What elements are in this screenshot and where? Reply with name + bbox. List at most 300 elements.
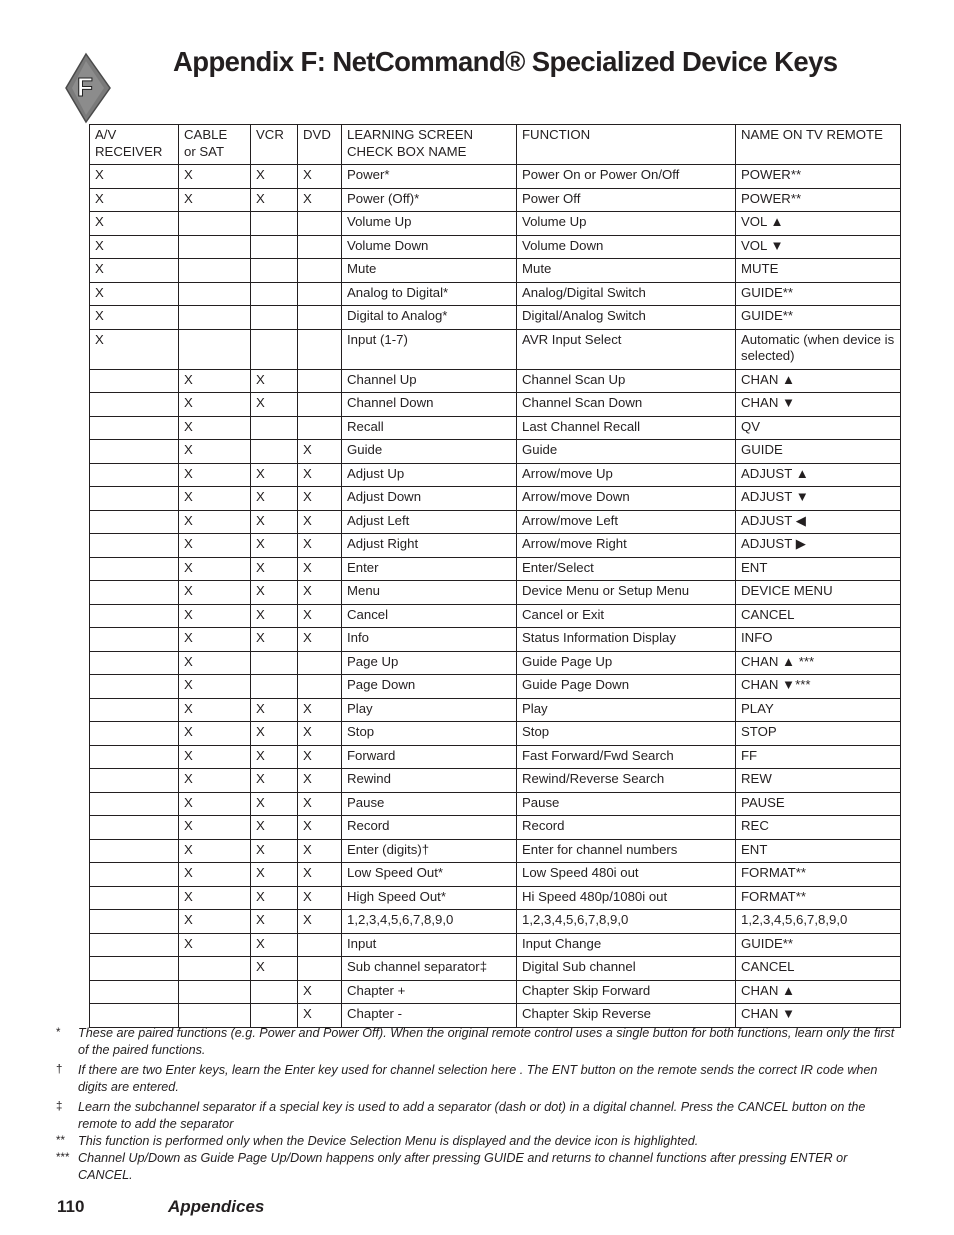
cell-dvd: X (298, 628, 342, 652)
table-row (90, 463, 901, 487)
cell-avr: X (90, 235, 179, 259)
cell-remote: STOP (736, 722, 901, 746)
footnote (56, 1133, 904, 1150)
footnote-symbol: ** (56, 1135, 65, 1147)
cell-cable: X (179, 933, 251, 957)
footnote (56, 1150, 904, 1184)
table-row (90, 651, 901, 675)
cell-remote: CHAN ▼*** (736, 675, 901, 699)
cell-learning: High Speed Out* (342, 886, 517, 910)
footnote-symbol: ‡ (56, 1101, 63, 1113)
cell-dvd (298, 212, 342, 236)
cell-function: Arrow/move Right (517, 534, 736, 558)
cell-cable: X (179, 534, 251, 558)
table-row (90, 1004, 901, 1028)
footnote-text: Learn the subchannel separator if a special key is used to add a separator (dash or dot) in a digital channel. Press the CANCEL button on the remote to add the separator (78, 1100, 866, 1131)
cell-function: Enter/Select (517, 557, 736, 581)
cell-dvd: X (298, 698, 342, 722)
cell-vcr: X (251, 463, 298, 487)
cell-vcr: X (251, 534, 298, 558)
cell-remote: ADJUST ◀ (736, 510, 901, 534)
cell-function: Digital Sub channel (517, 957, 736, 981)
cell-function: 1,2,3,4,5,6,7,8,9,0 (517, 910, 736, 934)
cell-learning: Enter (digits)† (342, 839, 517, 863)
cell-avr (90, 534, 179, 558)
cell-function: Fast Forward/Fwd Search (517, 745, 736, 769)
cell-remote: QV (736, 416, 901, 440)
table-row (90, 910, 901, 934)
section-name: Appendices (168, 1197, 265, 1216)
cell-function: Channel Scan Down (517, 393, 736, 417)
device-keys-table (89, 124, 901, 1028)
cell-remote: INFO (736, 628, 901, 652)
cell-cable: X (179, 769, 251, 793)
cell-avr (90, 651, 179, 675)
appendix-badge-icon (64, 52, 112, 124)
cell-dvd: X (298, 534, 342, 558)
cell-dvd: X (298, 722, 342, 746)
footnotes (56, 1025, 904, 1184)
cell-learning: Low Speed Out* (342, 863, 517, 887)
table-row (90, 886, 901, 910)
cell-dvd (298, 329, 342, 369)
cell-learning: Mute (342, 259, 517, 283)
table-row (90, 212, 901, 236)
footnote-text: Channel Up/Down as Guide Page Up/Down happens only after pressing GUIDE and returns to channel functions after pressing ENTER or CANCEL. (78, 1151, 848, 1182)
cell-cable (179, 980, 251, 1004)
cell-remote: MUTE (736, 259, 901, 283)
cell-vcr: X (251, 369, 298, 393)
cell-learning: Sub channel separator‡ (342, 957, 517, 981)
footnote (56, 1062, 904, 1096)
table-row (90, 628, 901, 652)
cell-cable: X (179, 463, 251, 487)
cell-remote: CANCEL (736, 957, 901, 981)
cell-dvd (298, 369, 342, 393)
cell-vcr (251, 416, 298, 440)
cell-avr (90, 839, 179, 863)
cell-function: Analog/Digital Switch (517, 282, 736, 306)
cell-vcr (251, 675, 298, 699)
cell-learning: Adjust Left (342, 510, 517, 534)
cell-function: Input Change (517, 933, 736, 957)
page-title: Appendix F: NetCommand® Specialized Device Keys (173, 46, 838, 77)
cell-function: Record (517, 816, 736, 840)
table-row (90, 863, 901, 887)
cell-function: Cancel or Exit (517, 604, 736, 628)
cell-dvd: X (298, 487, 342, 511)
cell-dvd (298, 259, 342, 283)
cell-avr (90, 581, 179, 605)
cell-vcr: X (251, 745, 298, 769)
cell-cable (179, 1004, 251, 1028)
cell-function: Power On or Power On/Off (517, 165, 736, 189)
cell-learning: Forward (342, 745, 517, 769)
cell-cable (179, 957, 251, 981)
cell-remote: Automatic (when device is selected) (736, 329, 901, 369)
cell-remote: CHAN ▼ (736, 393, 901, 417)
table-row (90, 675, 901, 699)
table-row (90, 369, 901, 393)
cell-remote: GUIDE** (736, 282, 901, 306)
cell-learning: Play (342, 698, 517, 722)
cell-learning: Adjust Right (342, 534, 517, 558)
cell-dvd: X (298, 980, 342, 1004)
cell-remote: ENT (736, 839, 901, 863)
cell-avr (90, 557, 179, 581)
cell-function: Device Menu or Setup Menu (517, 581, 736, 605)
table-row (90, 722, 901, 746)
table-row (90, 769, 901, 793)
cell-learning: Menu (342, 581, 517, 605)
cell-avr (90, 769, 179, 793)
table-row (90, 235, 901, 259)
table-row (90, 698, 901, 722)
cell-dvd: X (298, 839, 342, 863)
cell-learning: Info (342, 628, 517, 652)
cell-function: Digital/Analog Switch (517, 306, 736, 330)
cell-avr (90, 957, 179, 981)
cell-vcr (251, 651, 298, 675)
cell-avr (90, 886, 179, 910)
cell-avr (90, 816, 179, 840)
cell-dvd (298, 651, 342, 675)
cell-cable: X (179, 886, 251, 910)
cell-learning: Input (1-7) (342, 329, 517, 369)
cell-learning: Adjust Up (342, 463, 517, 487)
cell-remote: VOL ▲ (736, 212, 901, 236)
cell-vcr: X (251, 863, 298, 887)
cell-vcr (251, 212, 298, 236)
cell-cable: X (179, 604, 251, 628)
footnote-text: If there are two Enter keys, learn the Enter key used for channel selection here . The ENT button on the remote sends the correct IR code when digits are entered. (78, 1063, 878, 1094)
table-row (90, 329, 901, 369)
table-row (90, 581, 901, 605)
cell-learning: Pause (342, 792, 517, 816)
table-header-row (90, 125, 901, 165)
cell-function: Mute (517, 259, 736, 283)
cell-avr: X (90, 212, 179, 236)
cell-function: Guide Page Up (517, 651, 736, 675)
cell-learning: Page Up (342, 651, 517, 675)
table-row (90, 980, 901, 1004)
cell-remote: VOL ▼ (736, 235, 901, 259)
cell-function: Guide (517, 440, 736, 464)
cell-avr (90, 487, 179, 511)
cell-dvd: X (298, 863, 342, 887)
cell-dvd: X (298, 463, 342, 487)
cell-vcr: X (251, 393, 298, 417)
appendix-badge-letter: F (77, 72, 93, 102)
cell-remote: GUIDE (736, 440, 901, 464)
cell-remote: 1,2,3,4,5,6,7,8,9,0 (736, 910, 901, 934)
cell-learning: Enter (342, 557, 517, 581)
cell-learning: Recall (342, 416, 517, 440)
cell-vcr: X (251, 722, 298, 746)
cell-avr (90, 510, 179, 534)
cell-avr (90, 722, 179, 746)
cell-function: Arrow/move Left (517, 510, 736, 534)
cell-dvd: X (298, 745, 342, 769)
cell-avr: X (90, 329, 179, 369)
cell-vcr: X (251, 165, 298, 189)
cell-function: AVR Input Select (517, 329, 736, 369)
cell-function: Chapter Skip Forward (517, 980, 736, 1004)
cell-avr: X (90, 282, 179, 306)
cell-vcr: X (251, 604, 298, 628)
cell-vcr: X (251, 557, 298, 581)
cell-avr: X (90, 306, 179, 330)
cell-dvd: X (298, 581, 342, 605)
cell-vcr: X (251, 910, 298, 934)
footnote (56, 1025, 904, 1059)
cell-remote: FORMAT** (736, 863, 901, 887)
cell-remote: CHAN ▼ (736, 1004, 901, 1028)
cell-remote: CHAN ▲ (736, 369, 901, 393)
footnote-symbol: † (56, 1064, 63, 1076)
cell-cable: X (179, 393, 251, 417)
cell-cable: X (179, 416, 251, 440)
table-row (90, 259, 901, 283)
cell-vcr (251, 329, 298, 369)
cell-cable: X (179, 698, 251, 722)
cell-learning: Channel Up (342, 369, 517, 393)
cell-vcr: X (251, 188, 298, 212)
cell-remote: REC (736, 816, 901, 840)
cell-remote: POWER** (736, 188, 901, 212)
cell-cable: X (179, 510, 251, 534)
cell-cable: X (179, 816, 251, 840)
cell-learning: Record (342, 816, 517, 840)
cell-dvd: X (298, 792, 342, 816)
cell-remote: POWER** (736, 165, 901, 189)
cell-function: Hi Speed 480p/1080i out (517, 886, 736, 910)
table-row (90, 957, 901, 981)
cell-dvd: X (298, 910, 342, 934)
cell-remote: PAUSE (736, 792, 901, 816)
cell-cable: X (179, 628, 251, 652)
cell-cable (179, 282, 251, 306)
cell-dvd: X (298, 816, 342, 840)
table-row (90, 416, 901, 440)
cell-vcr (251, 235, 298, 259)
cell-learning: Stop (342, 722, 517, 746)
cell-vcr: X (251, 933, 298, 957)
table-row (90, 188, 901, 212)
footnote-symbol: *** (56, 1152, 70, 1164)
table-row (90, 557, 901, 581)
cell-cable (179, 212, 251, 236)
cell-avr (90, 745, 179, 769)
cell-learning: Power (Off)* (342, 188, 517, 212)
cell-cable (179, 259, 251, 283)
cell-vcr: X (251, 957, 298, 981)
cell-remote: CHAN ▲ *** (736, 651, 901, 675)
table-row (90, 306, 901, 330)
cell-avr (90, 792, 179, 816)
cell-cable: X (179, 675, 251, 699)
cell-function: Chapter Skip Reverse (517, 1004, 736, 1028)
cell-avr (90, 628, 179, 652)
cell-learning: Digital to Analog* (342, 306, 517, 330)
cell-vcr (251, 1004, 298, 1028)
cell-cable: X (179, 369, 251, 393)
cell-vcr: X (251, 628, 298, 652)
cell-vcr (251, 440, 298, 464)
cell-cable: X (179, 487, 251, 511)
footnote-text: These are paired functions (e.g. Power and Power Off). When the original remote control uses a single button for both functions, learn only the first of the paired functions. (78, 1026, 895, 1057)
cell-remote: DEVICE MENU (736, 581, 901, 605)
cell-function: Stop (517, 722, 736, 746)
cell-avr: X (90, 259, 179, 283)
cell-function: Enter for channel numbers (517, 839, 736, 863)
cell-learning: Chapter - (342, 1004, 517, 1028)
cell-avr (90, 440, 179, 464)
cell-dvd: X (298, 188, 342, 212)
cell-dvd: X (298, 886, 342, 910)
table-row (90, 440, 901, 464)
cell-dvd: X (298, 604, 342, 628)
cell-learning: 1,2,3,4,5,6,7,8,9,0 (342, 910, 517, 934)
cell-dvd (298, 393, 342, 417)
cell-function: Pause (517, 792, 736, 816)
cell-avr (90, 698, 179, 722)
cell-avr (90, 463, 179, 487)
cell-cable: X (179, 651, 251, 675)
cell-remote: ADJUST ▲ (736, 463, 901, 487)
cell-learning: Power* (342, 165, 517, 189)
cell-dvd (298, 306, 342, 330)
cell-avr (90, 910, 179, 934)
table-row (90, 816, 901, 840)
cell-dvd (298, 933, 342, 957)
cell-cable: X (179, 165, 251, 189)
footnote (56, 1099, 904, 1133)
cell-learning: Guide (342, 440, 517, 464)
cell-vcr: X (251, 510, 298, 534)
cell-remote: FORMAT** (736, 886, 901, 910)
table-row (90, 393, 901, 417)
cell-function: Channel Scan Up (517, 369, 736, 393)
cell-function: Volume Down (517, 235, 736, 259)
cell-learning: Volume Up (342, 212, 517, 236)
table-row (90, 510, 901, 534)
cell-dvd: X (298, 769, 342, 793)
cell-avr (90, 369, 179, 393)
cell-function: Play (517, 698, 736, 722)
cell-learning: Cancel (342, 604, 517, 628)
cell-avr (90, 604, 179, 628)
cell-vcr (251, 980, 298, 1004)
cell-cable (179, 235, 251, 259)
cell-remote: GUIDE** (736, 306, 901, 330)
cell-function: Low Speed 480i out (517, 863, 736, 887)
cell-avr (90, 980, 179, 1004)
cell-cable: X (179, 745, 251, 769)
cell-cable: X (179, 863, 251, 887)
cell-avr (90, 863, 179, 887)
cell-remote: CHAN ▲ (736, 980, 901, 1004)
footnote-text: This function is performed only when the Device Selection Menu is displayed and the device icon is highlighted. (78, 1134, 699, 1148)
cell-cable: X (179, 722, 251, 746)
cell-cable: X (179, 188, 251, 212)
cell-dvd (298, 675, 342, 699)
cell-vcr: X (251, 886, 298, 910)
cell-remote: ADJUST ▶ (736, 534, 901, 558)
cell-avr (90, 1004, 179, 1028)
cell-learning: Page Down (342, 675, 517, 699)
cell-dvd: X (298, 510, 342, 534)
table-row (90, 745, 901, 769)
cell-remote: PLAY (736, 698, 901, 722)
cell-dvd (298, 282, 342, 306)
table-row (90, 534, 901, 558)
cell-learning: Analog to Digital* (342, 282, 517, 306)
cell-function: Rewind/Reverse Search (517, 769, 736, 793)
cell-cable: X (179, 440, 251, 464)
cell-cable: X (179, 839, 251, 863)
page-number: 110 (57, 1197, 85, 1216)
table-row (90, 933, 901, 957)
table-row (90, 282, 901, 306)
cell-learning: Rewind (342, 769, 517, 793)
table-row (90, 839, 901, 863)
cell-learning: Adjust Down (342, 487, 517, 511)
footnote-symbol: * (56, 1027, 61, 1039)
cell-avr (90, 675, 179, 699)
table-row (90, 487, 901, 511)
cell-remote: CANCEL (736, 604, 901, 628)
cell-avr (90, 933, 179, 957)
cell-remote: ADJUST ▼ (736, 487, 901, 511)
header-learning: LEARNING SCREEN CHECK BOX NAME (342, 125, 517, 165)
cell-dvd (298, 235, 342, 259)
cell-function: Power Off (517, 188, 736, 212)
header-cable: CABLE or SAT (179, 125, 251, 165)
cell-remote: ENT (736, 557, 901, 581)
cell-function: Volume Up (517, 212, 736, 236)
cell-vcr: X (251, 487, 298, 511)
cell-cable: X (179, 557, 251, 581)
cell-cable (179, 329, 251, 369)
cell-dvd: X (298, 1004, 342, 1028)
cell-dvd (298, 416, 342, 440)
header-avr: A/V RECEIVER (90, 125, 179, 165)
cell-avr (90, 416, 179, 440)
cell-cable: X (179, 792, 251, 816)
cell-vcr (251, 306, 298, 330)
cell-function: Arrow/move Down (517, 487, 736, 511)
cell-cable: X (179, 581, 251, 605)
cell-vcr: X (251, 698, 298, 722)
table-row (90, 792, 901, 816)
cell-function: Guide Page Down (517, 675, 736, 699)
cell-learning: Chapter + (342, 980, 517, 1004)
cell-vcr (251, 282, 298, 306)
table-row (90, 165, 901, 189)
cell-vcr: X (251, 769, 298, 793)
cell-function: Last Channel Recall (517, 416, 736, 440)
cell-avr: X (90, 188, 179, 212)
cell-learning: Channel Down (342, 393, 517, 417)
cell-vcr: X (251, 839, 298, 863)
header-vcr: VCR (251, 125, 298, 165)
cell-vcr: X (251, 581, 298, 605)
header-remote: NAME ON TV REMOTE (736, 125, 901, 165)
cell-cable: X (179, 910, 251, 934)
cell-function: Arrow/move Up (517, 463, 736, 487)
cell-vcr: X (251, 792, 298, 816)
